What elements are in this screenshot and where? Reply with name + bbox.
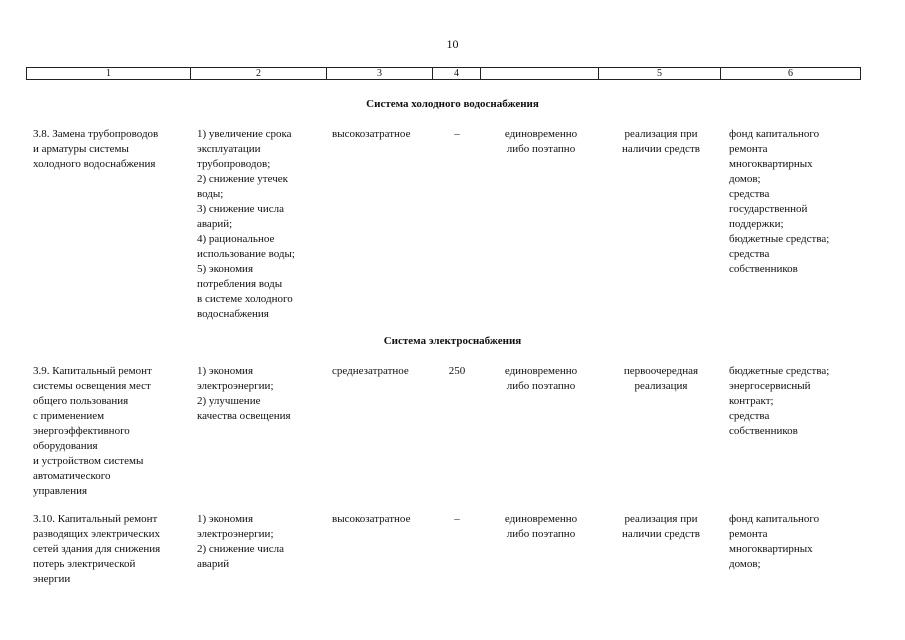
priority-cell: реализация при наличии средств (622, 128, 700, 155)
page-number: 10 (446, 37, 459, 51)
column-number-5: 5 (599, 68, 721, 80)
section-title-cold-water: Система холодного водоснабжения (366, 98, 539, 110)
value-cell: 250 (448, 365, 466, 377)
implementation-mode-cell: единовременно либо поэтапно (504, 513, 578, 540)
column-number-6: 6 (721, 68, 861, 80)
effects-cell: 1) увеличение срока эксплуатации трубопроводов; 2) снижение утечек воды; 3) снижение числа аварий; 4) рациональное использование воды; 5) экономия потребления воды в системе холодного водоснабжения (197, 128, 295, 320)
section-title-electricity: Система электроснабжения (383, 335, 522, 347)
cost-cell: среднезатратное (332, 365, 409, 377)
column-number-1: 1 (27, 68, 191, 80)
cost-cell: высокозатратное (332, 128, 411, 140)
effects-cell: 1) экономия электроэнергии; 2) улучшение качества освещения (197, 365, 291, 422)
funding-source-cell: фонд капитального ремонта многоквартирных домов; (729, 513, 820, 570)
measure-cell: 3.10. Капитальный ремонт разводящих электрических сетей здания для снижения потерь электрической энергии (33, 513, 161, 585)
value-cell: – (454, 513, 460, 525)
priority-cell: первоочередная реализация (623, 365, 699, 392)
cost-cell: высокозатратное (332, 513, 411, 525)
value-cell: – (454, 128, 460, 140)
column-number-blank (481, 68, 599, 80)
implementation-mode-cell: единовременно либо поэтапно (504, 128, 578, 155)
column-number-3: 3 (327, 68, 433, 80)
column-number-header (26, 67, 861, 80)
funding-source-cell: фонд капитального ремонта многоквартирных домов; средства государственной поддержки; бюджетные средства; средства собственников (729, 128, 830, 275)
effects-cell: 1) экономия электроэнергии; 2) снижение числа аварий (197, 513, 284, 570)
measure-cell: 3.9. Капитальный ремонт системы освещения мест общего пользования с применением энергоэффективного оборудования и устройством системы автоматического управления (33, 365, 152, 497)
measure-cell: 3.8. Замена трубопроводов и арматуры системы холодного водоснабжения (33, 128, 159, 170)
column-number-4: 4 (433, 68, 481, 80)
priority-cell: реализация при наличии средств (622, 513, 700, 540)
funding-source-cell: бюджетные средства; энергосервисный контракт; средства собственников (729, 365, 830, 437)
column-number-2: 2 (191, 68, 327, 80)
implementation-mode-cell: единовременно либо поэтапно (504, 365, 578, 392)
